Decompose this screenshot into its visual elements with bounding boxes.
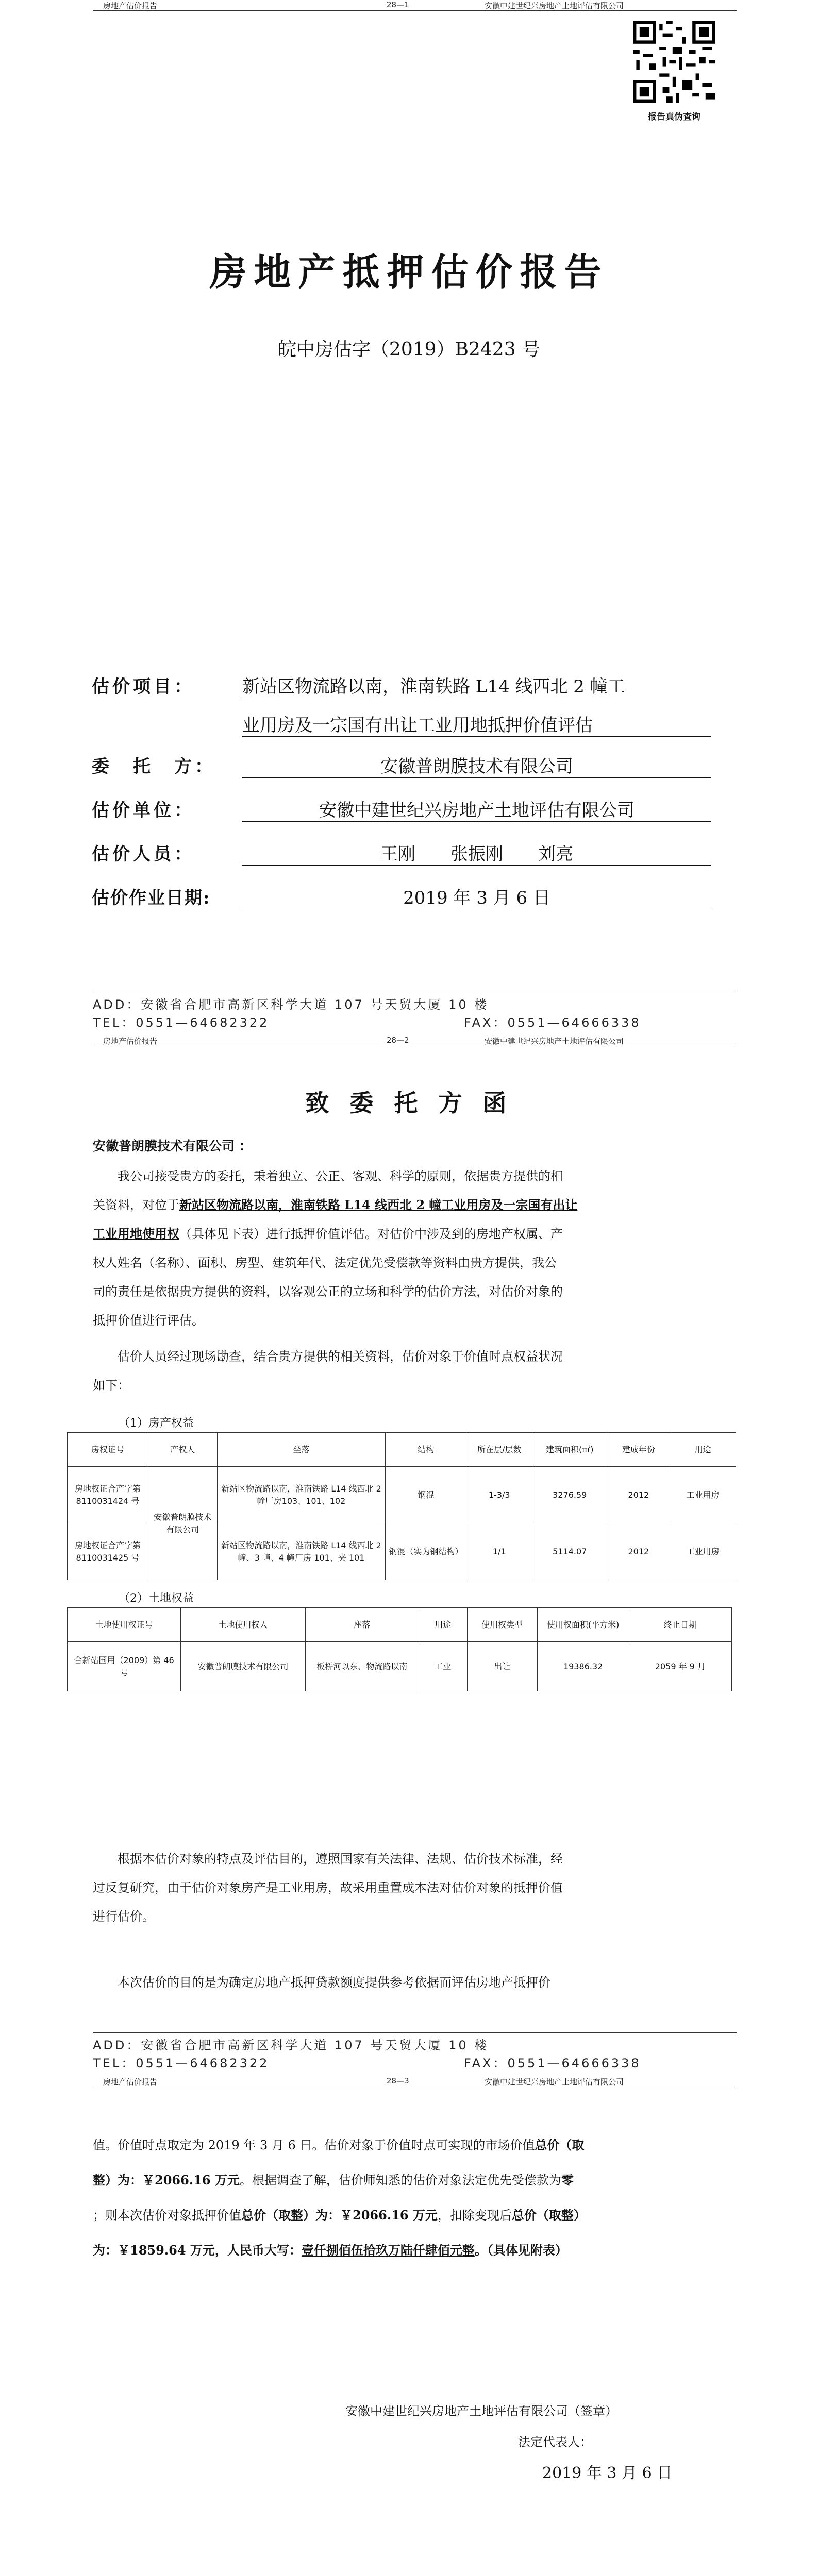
page-header xyxy=(93,0,737,11)
para5-text-a: 值。价值时点取定为 2019 年 3 月 6 日。估价对象于价值时点可实现的市场价值 xyxy=(93,2138,535,2153)
page-footer-1 xyxy=(93,992,737,1030)
sign-date: 2019 年 3 月 6 日 xyxy=(542,2464,673,2482)
para5-net-value-label: 总价（取整） xyxy=(511,2208,586,2223)
header-page-number: 28—3 xyxy=(387,2076,409,2086)
header-page-number: 28—1 xyxy=(387,0,409,9)
label-project: 估价项目： xyxy=(92,676,195,697)
report-number: 皖中房估字（2019）B2423 号 xyxy=(277,339,541,360)
cell-use: 工业用房 xyxy=(670,1467,736,1523)
cell-structure: 钢混 xyxy=(386,1467,466,1523)
col-header: 建成年份 xyxy=(607,1433,670,1467)
footer-tel: TEL：0551—64682322 xyxy=(93,2056,270,2071)
para3-line-b: 过反复研究，由于估价对象房产是工业用房，故采用重置成本法对估价对象的抵押价值 xyxy=(93,1880,563,1895)
cell-end-date: 2059 年 9 月 xyxy=(629,1642,731,1691)
qr-caption: 报告真伪查询 xyxy=(648,112,700,122)
para1-line-d: 权人姓名（名称）、面积、房型、建筑年代、法定优先受偿款等资料由贵方提供，我公 xyxy=(93,1256,557,1270)
cell-area: 5114.07 xyxy=(532,1523,607,1580)
qr-code-icon xyxy=(633,21,715,103)
col-header: 土地使用权证号 xyxy=(68,1608,181,1642)
col-header: 所在层/层数 xyxy=(466,1433,532,1467)
col-header: 使用权面积(平方米) xyxy=(537,1608,629,1642)
property-rights-table xyxy=(67,1432,736,1580)
label-appraiser-firm: 估价单位： xyxy=(92,800,195,821)
para4-line-a: 本次估价的目的是为确定房地产抵押贷款额度提供参考依据而评估房地产抵押价 xyxy=(118,1975,550,1990)
header-page-number: 28—2 xyxy=(387,1036,409,1045)
table-header-row xyxy=(68,1608,732,1642)
para2-line-b: 如下： xyxy=(93,1378,130,1393)
footer-fax: FAX：0551—64666338 xyxy=(464,1015,641,1030)
col-header: 结构 xyxy=(386,1433,466,1467)
value-appraiser-firm: 安徽中建世纪兴房地产土地评估有限公司 xyxy=(242,796,711,822)
para1-line-e: 司的责任是依据贵方提供的资料，以客观公正的立场和科学的估价方法，对估价对象的 xyxy=(93,1284,563,1299)
cell-owner: 安徽普朗膜技术有限公司 xyxy=(148,1467,217,1580)
para1-text-c: （具体见下表）进行抵押价值评估。对估价中涉及到的房地产权属、产 xyxy=(179,1227,563,1241)
sign-company: 安徽中建世纪兴房地产土地评估有限公司（签章） xyxy=(345,2404,617,2418)
cell-location: 新站区物流路以南，淮南铁路 L14 线西北 2 幢厂房103、101、102 xyxy=(217,1467,386,1523)
col-header: 产权人 xyxy=(148,1433,217,1467)
cell-area: 3276.59 xyxy=(532,1467,607,1523)
para5-appendix-note: 。（具体见附表） xyxy=(474,2243,567,2258)
col-header: 座落 xyxy=(305,1608,419,1642)
cell-structure: 钢混（实为钢结构） xyxy=(386,1523,466,1580)
page-header xyxy=(93,2076,737,2087)
land-rights-table xyxy=(67,1607,732,1691)
subtitle-land: （2）土地权益 xyxy=(119,1592,194,1605)
para2-line-a: 估价人员经过现场勘查，结合贵方提供的相关资料，估价对象于价值时点权益状况 xyxy=(118,1349,563,1364)
cell-location: 新站区物流路以南，淮南铁路 L14 线西北 2 幢、3 幢、4 幢厂房 101、夹 101 xyxy=(217,1523,386,1580)
cell-year: 2012 xyxy=(607,1467,670,1523)
value-appraisers: 王刚 张振刚 刘亮 xyxy=(242,840,711,866)
letter-para-2 xyxy=(93,1342,737,1400)
cell-floor: 1/1 xyxy=(466,1523,532,1580)
header-right: 安徽中建世纪兴房地产土地评估有限公司 xyxy=(485,1,624,10)
subtitle-property: （1）房产权益 xyxy=(119,1417,194,1430)
footer-address: ADD：安徽省合肥市高新区科学大道 107 号天贸大厦 10 楼 xyxy=(93,2038,489,2053)
footer-tel: TEL：0551—64682322 xyxy=(93,1015,270,1030)
para5-priority-amount: 零 xyxy=(561,2173,574,2188)
table-row xyxy=(68,1467,736,1523)
cell-cert: 合新站国用（2009）第 46 号 xyxy=(68,1642,181,1691)
header-left: 房地产估价报告 xyxy=(103,1,158,10)
letter-para-3 xyxy=(93,1844,737,1931)
col-header: 使用权类型 xyxy=(467,1608,537,1642)
table-row xyxy=(68,1642,732,1691)
col-header: 土地使用权人 xyxy=(181,1608,305,1642)
value-client: 安徽普朗膜技术有限公司 xyxy=(242,752,711,778)
value-project-line2: 业用房及一宗国有出让工业用地抵押价值评估 xyxy=(242,711,711,737)
cell-cert: 房地权证合产字第 8110031424 号 xyxy=(68,1467,148,1523)
para5-amount-uppercase: 壹仟捌佰伍拾玖万陆仟肆佰元整 xyxy=(301,2243,475,2258)
page-footer-2 xyxy=(93,2032,737,2071)
cell-area: 19386.32 xyxy=(537,1642,629,1691)
col-header: 建筑面积(㎡) xyxy=(532,1433,607,1467)
para5-text-c2: ，扣除变现后 xyxy=(437,2208,512,2223)
cell-floor: 1-3/3 xyxy=(466,1467,532,1523)
col-header: 房权证号 xyxy=(68,1433,148,1467)
header-left: 房地产估价报告 xyxy=(103,2077,158,2087)
report-title: 房地产抵押估价报告 xyxy=(209,250,609,294)
para1-property: 新站区物流路以南，淮南铁路 L14 线西北 2 幢工业用房及一宗国有出让 xyxy=(179,1197,578,1212)
header-right: 安徽中建世纪兴房地产土地评估有限公司 xyxy=(485,1037,624,1046)
label-client: 委 托 方： xyxy=(92,756,215,777)
header-right: 安徽中建世纪兴房地产土地评估有限公司 xyxy=(485,2077,624,2087)
sign-legal-rep: 法定代表人： xyxy=(518,2435,592,2449)
letter-para-4 xyxy=(93,1968,737,1997)
cell-year: 2012 xyxy=(607,1523,670,1580)
cell-type: 出让 xyxy=(467,1642,537,1691)
page-header xyxy=(93,1036,737,1046)
footer-fax: FAX：0551—64666338 xyxy=(464,2056,641,2071)
letter-para-1 xyxy=(93,1162,737,1335)
salutation: 安徽普朗膜技术有限公司 ： xyxy=(93,1139,252,1154)
header-left: 房地产估价报告 xyxy=(103,1037,158,1046)
col-header: 用途 xyxy=(419,1608,467,1642)
cell-owner: 安徽普朗膜技术有限公司 xyxy=(181,1642,305,1691)
table-header-row xyxy=(68,1433,736,1467)
para5-text-b: 。根据调查了解，估价师知悉的估价对象法定优先受偿款为 xyxy=(239,2173,561,2188)
col-header: 终止日期 xyxy=(629,1608,731,1642)
cell-use: 工业 xyxy=(419,1642,467,1691)
para1-line-a: 我公司接受贵方的委托，秉着独立、公正、客观、科学的原则，依据贵方提供的相 xyxy=(118,1169,563,1183)
col-header: 用途 xyxy=(670,1433,736,1467)
para5-market-value: 总价（取 xyxy=(535,2138,585,2153)
cell-cert: 房地权证合产字第 8110031425 号 xyxy=(68,1523,148,1580)
para1-property-tail: 工业用地使用权 xyxy=(93,1226,179,1241)
label-appraisers: 估价人员： xyxy=(92,844,195,865)
value-work-date: 2019 年 3 月 6 日 xyxy=(242,884,711,909)
cell-location: 板桥河以东、物流路以南 xyxy=(305,1642,419,1691)
para5-net-value-amount: 为：￥1859.64 万元，人民币大写： xyxy=(93,2243,302,2258)
letter-para-5 xyxy=(93,2128,737,2268)
para5-text-c: ；则本次估价对象抵押价值 xyxy=(93,2208,241,2223)
para1-line-f: 抵押价值进行评估。 xyxy=(93,1313,204,1328)
cell-use: 工业用房 xyxy=(670,1523,736,1580)
label-work-date: 估价作业日期: xyxy=(92,888,211,908)
footer-address: ADD：安徽省合肥市高新区科学大道 107 号天贸大厦 10 楼 xyxy=(93,997,489,1012)
para5-market-value-amount: 整）为：￥2066.16 万元 xyxy=(93,2173,240,2188)
value-project-line1: 新站区物流路以南，淮南铁路 L14 线西北 2 幢工 xyxy=(242,672,742,698)
col-header: 坐落 xyxy=(217,1433,386,1467)
para1-text: 关资料，对位于 xyxy=(93,1198,179,1212)
para3-line-c: 进行估价。 xyxy=(93,1909,155,1924)
para5-mortgage-value: 总价（取整）为：￥2066.16 万元 xyxy=(241,2208,438,2223)
letter-title: 致 委 托 方 函 xyxy=(305,1089,513,1117)
para3-line-a: 根据本估价对象的特点及评估目的，遵照国家有关法律、法规、估价技术标准，经 xyxy=(118,1852,563,1866)
qr-code[interactable] xyxy=(633,21,715,103)
